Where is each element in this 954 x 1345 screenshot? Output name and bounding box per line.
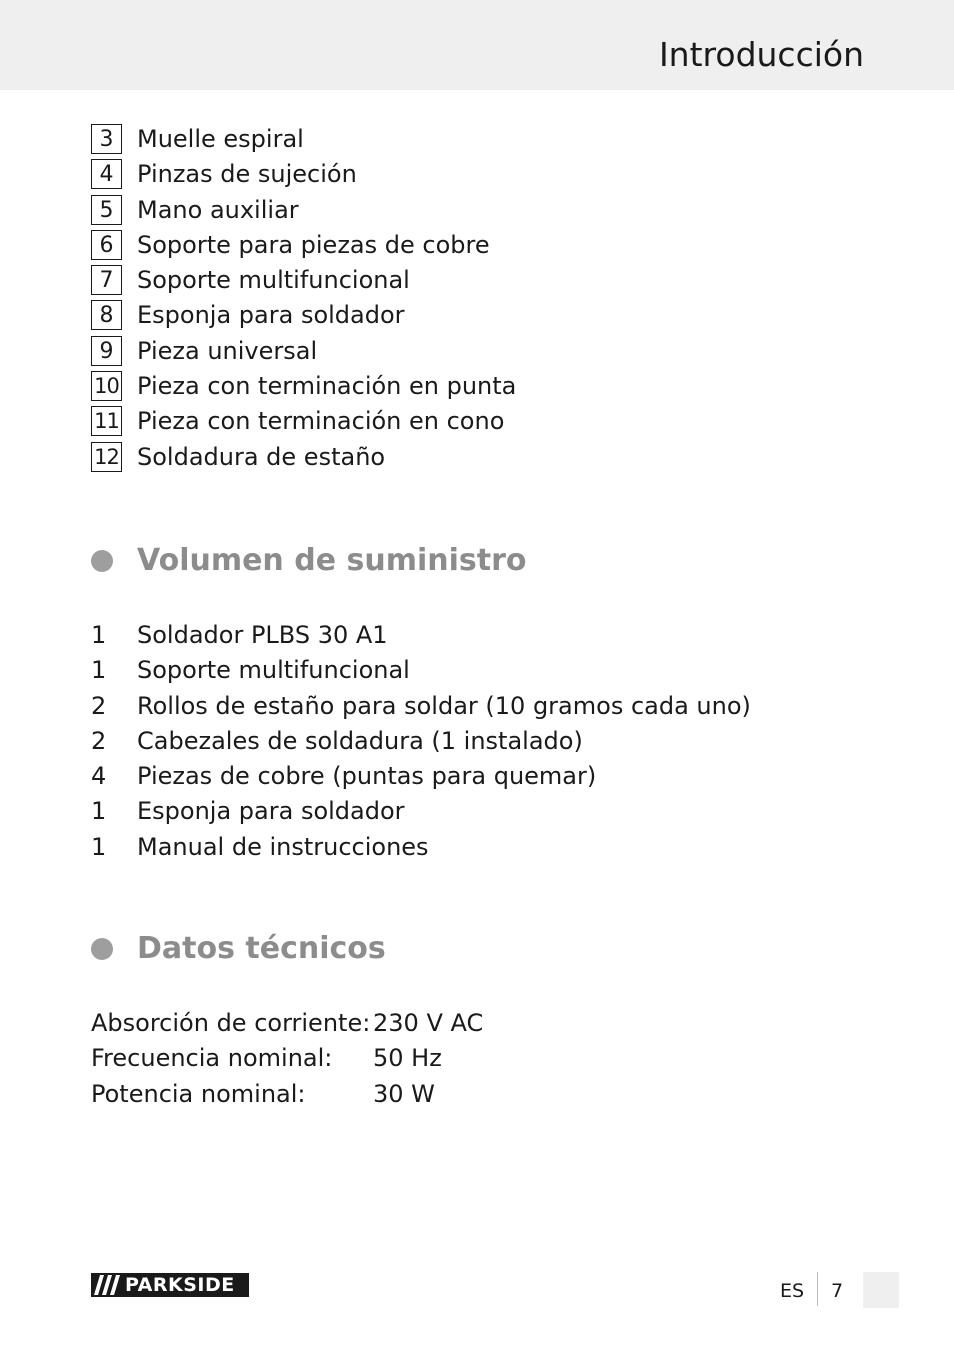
spec-value: 30 W [373,1079,435,1108]
part-number-box: 6 [91,230,122,260]
spec-value: 50 Hz [373,1044,442,1073]
supply-qty: 2 [91,726,107,755]
spec-label: Frecuencia nominal: [91,1044,333,1073]
part-label: Soporte para piezas de cobre [137,230,490,259]
page-number: 7 [831,1280,844,1302]
supply-label: Piezas de cobre (puntas para quemar) [137,762,597,791]
supply-label: Soldador PLBS 30 A1 [137,621,388,649]
part-label: Soporte multifuncional [137,266,410,295]
supply-label: Esponja para soldador [137,797,405,826]
supply-heading-text: Volumen de suministro [137,543,527,578]
part-label: Pinzas de sujeción [137,160,357,189]
bullet-icon [91,938,113,960]
supply-label: Cabezales de soldadura (1 instalado) [137,726,583,755]
bullet-icon [91,550,113,572]
spec-label: Potencia nominal: [91,1079,306,1108]
supply-qty: 1 [91,832,107,861]
part-number-box: 4 [91,159,122,189]
part-label: Soldadura de estaño [137,442,386,471]
brand-name: PARKSIDE [125,1274,235,1296]
supply-qty: 1 [91,621,107,649]
part-number-box: 3 [91,124,122,154]
part-label: Pieza con terminación en punta [137,372,517,401]
part-number-box: 9 [91,336,122,366]
part-number-box: 8 [91,300,122,330]
supply-qty: 4 [91,762,107,791]
supply-qty: 2 [91,691,107,720]
supply-label: Soporte multifuncional [137,656,410,685]
part-number-box: 10 [91,371,122,401]
supply-label: Rollos de estaño para soldar (10 gramos cada uno) [137,691,751,720]
footer-divider [817,1272,818,1306]
part-number-box: 12 [91,442,122,472]
supply-label: Manual de instrucciones [137,832,429,861]
part-number-box: 7 [91,265,122,295]
spec-value: 230 V AC [373,1009,484,1037]
supply-qty: 1 [91,797,107,826]
part-label: Muelle espiral [137,125,304,153]
supply-qty: 1 [91,656,107,685]
specs-heading-text: Datos técnicos [137,931,386,966]
part-label: Pieza universal [137,336,318,365]
footer-box [863,1272,899,1308]
part-number-box: 5 [91,195,122,225]
parkside-logo [91,1273,249,1297]
spec-label: Absorción de corriente: [91,1009,371,1037]
language-code: ES [780,1280,805,1302]
part-label: Pieza con terminación en cono [137,407,505,436]
part-label: Mano auxiliar [137,195,299,224]
page-title: Introducción [658,35,864,74]
part-label: Esponja para soldador [137,301,405,330]
part-number-box: 11 [91,406,122,436]
logo-stripes-icon [94,1275,122,1295]
